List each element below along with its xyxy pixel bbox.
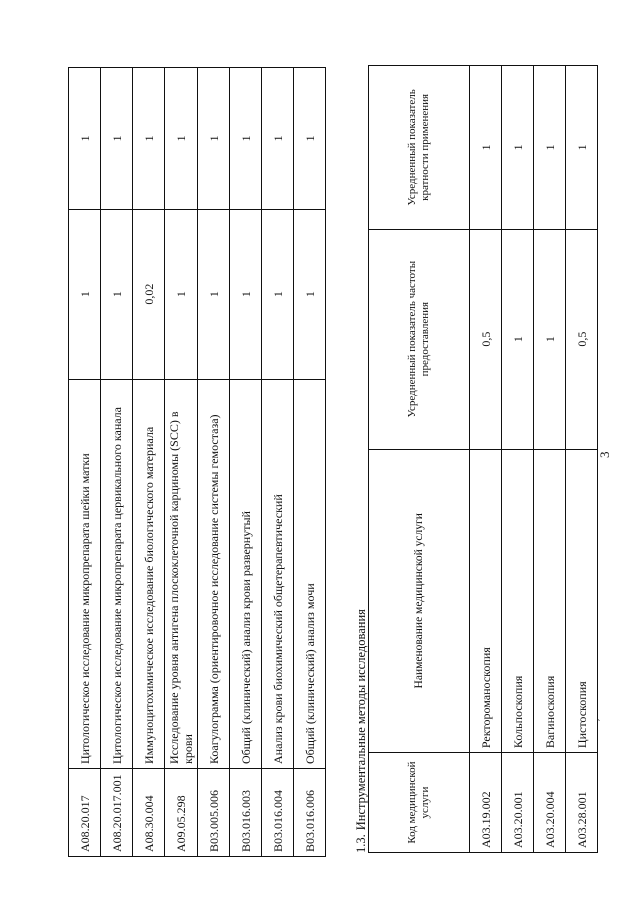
- frequency-value: 1: [534, 229, 566, 449]
- multiplicity-value: 1: [133, 68, 165, 210]
- table-row: [470, 66, 502, 853]
- service-name: Цитологическое исследование микропрепарата цервикального канала: [101, 379, 133, 769]
- service-code: A08.30.004: [133, 769, 165, 857]
- multiplicity-value: 1: [230, 68, 262, 210]
- multiplicity-value: 1: [566, 66, 598, 230]
- frequency-value: 1: [165, 209, 198, 379]
- section-heading: [354, 609, 369, 853]
- header-name: Наименование медицинской услуги: [369, 449, 470, 753]
- page-number: 3: [597, 451, 612, 458]
- table-row: [198, 68, 230, 857]
- service-name: Общий (клинический) анализ мочи: [294, 379, 326, 769]
- table-row: [566, 66, 598, 853]
- section-title: Инструментальные методы исследования: [354, 609, 368, 831]
- service-name: Общий (клинический) анализ крови развернутый: [230, 379, 262, 769]
- frequency-value: 0,5: [470, 229, 502, 449]
- service-name: Ректороманоскопия: [470, 449, 502, 753]
- multiplicity-value: 1: [262, 68, 294, 210]
- service-code: B03.016.004: [262, 769, 294, 857]
- multiplicity-value: 1: [534, 66, 566, 230]
- table-row: [69, 68, 101, 857]
- service-code: A03.20.001: [502, 753, 534, 853]
- service-name: Анализ крови биохимический общетерапевтический: [262, 379, 294, 769]
- header-multiplicity: Усредненный показатель кратности применения: [369, 66, 470, 230]
- service-name: Вагиноскопия: [534, 449, 566, 753]
- section-number: 1.3.: [354, 834, 368, 853]
- table-row: [294, 68, 326, 857]
- table-header-row: [369, 66, 470, 853]
- service-name: Цитологическое исследование микропрепарата шейки матки: [69, 379, 101, 769]
- service-name: Иммуноцитохимическое исследование биологического материала: [133, 379, 165, 769]
- service-name: Цистоскопия: [566, 449, 598, 753]
- multiplicity-value: 1: [470, 66, 502, 230]
- instrumental-methods-table: [368, 65, 598, 853]
- service-code: A03.20.004: [534, 753, 566, 853]
- tick-mark: ’: [595, 718, 607, 722]
- service-code: A03.28.001: [566, 753, 598, 853]
- frequency-value: 1: [230, 209, 262, 379]
- service-code: B03.005.006: [198, 769, 230, 857]
- table-row: [133, 68, 165, 857]
- frequency-value: 1: [294, 209, 326, 379]
- frequency-value: 1: [262, 209, 294, 379]
- frequency-value: 1: [502, 229, 534, 449]
- service-code: A08.20.017.001: [101, 769, 133, 857]
- service-name: Коагулограмма (ориентировочное исследование системы гемостаза): [198, 379, 230, 769]
- multiplicity-value: 1: [101, 68, 133, 210]
- multiplicity-value: 1: [69, 68, 101, 210]
- frequency-value: 1: [69, 209, 101, 379]
- multiplicity-value: 1: [502, 66, 534, 230]
- header-frequency: Усредненный показатель частоты предоставления: [369, 229, 470, 449]
- frequency-value: 0,02: [133, 209, 165, 379]
- table-row: [101, 68, 133, 857]
- multiplicity-value: 1: [294, 68, 326, 210]
- frequency-value: 0,5: [566, 229, 598, 449]
- table-row: [230, 68, 262, 857]
- table-row: [165, 68, 198, 857]
- table-row: [502, 66, 534, 853]
- multiplicity-value: 1: [165, 68, 198, 210]
- service-code: A09.05.298: [165, 769, 198, 857]
- frequency-value: 1: [198, 209, 230, 379]
- table-row: [262, 68, 294, 857]
- table-row: [534, 66, 566, 853]
- service-code: A08.20.017: [69, 769, 101, 857]
- service-name: Кольпоскопия: [502, 449, 534, 753]
- upper-services-table: [68, 67, 326, 857]
- header-code: Код медицинской услуги: [369, 753, 470, 853]
- frequency-value: 1: [101, 209, 133, 379]
- service-code: A03.19.002: [470, 753, 502, 853]
- multiplicity-value: 1: [198, 68, 230, 210]
- service-name: Исследование уровня антигена плоскоклеточной карциномы (SCC) в крови: [165, 379, 198, 769]
- service-code: B03.016.003: [230, 769, 262, 857]
- service-code: B03.016.006: [294, 769, 326, 857]
